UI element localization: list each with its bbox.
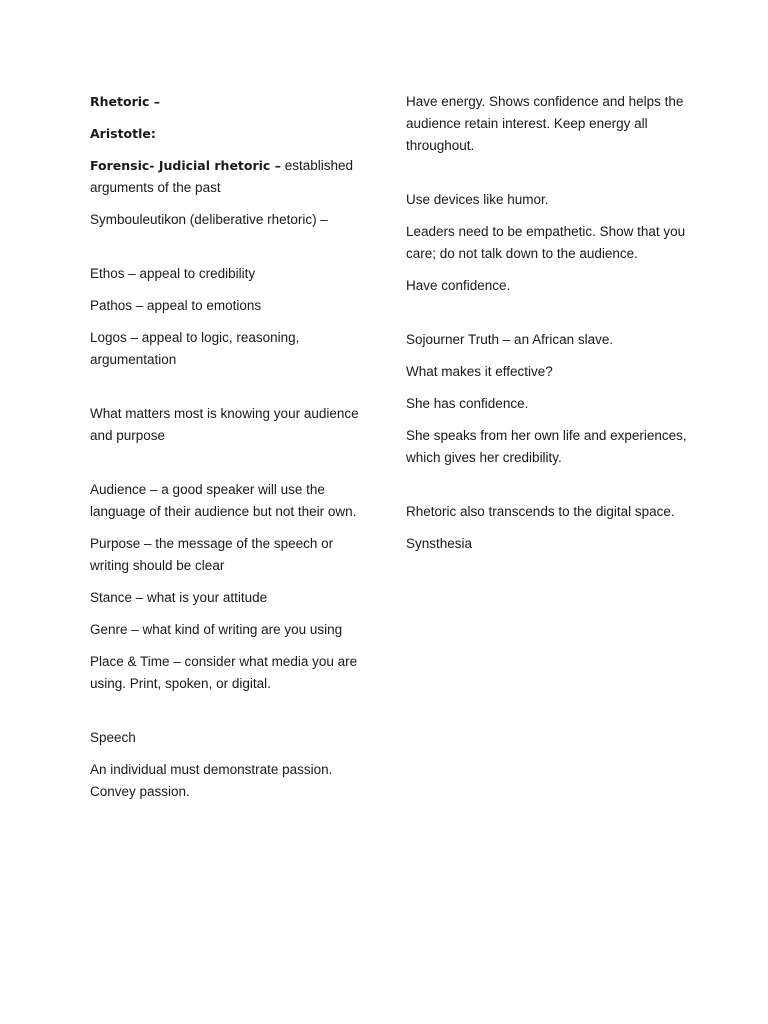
effective-question: What makes it effective? <box>406 364 553 379</box>
audience-line: Audience – a good speaker will use the language of their audience but not their own. <box>90 482 357 519</box>
rhetoric-heading: Rhetoric – <box>90 94 161 109</box>
she-speaks-line: She speaks from her own life and experiences, which gives her credibility. <box>406 428 687 465</box>
ethos-line: Ethos – appeal to credibility <box>90 266 256 281</box>
synsthesia-line: Synsthesia <box>406 536 473 551</box>
energy-line: Have energy. Shows confidence and helps the audience retain interest. Keep energy all throughout. <box>406 94 684 153</box>
right-column <box>406 91 688 565</box>
logos-line: Logos – appeal to logic, reasoning, argumentation <box>90 330 300 367</box>
symbouleutikon-line: Symbouleutikon (deliberative rhetoric) – <box>90 212 328 227</box>
stance-line: Stance – what is your attitude <box>90 590 268 605</box>
genre-line: Genre – what kind of writing are you using <box>90 622 343 637</box>
left-column <box>90 91 375 813</box>
forensic-term: Forensic- Judicial rhetoric – <box>90 158 281 173</box>
empathetic-line: Leaders need to be empathetic. Show that you care; do not talk down to the audience. <box>406 224 686 261</box>
digital-line: Rhetoric also transcends to the digital space. <box>406 504 675 519</box>
humor-line: Use devices like humor. <box>406 192 549 207</box>
purpose-line: Purpose – the message of the speech or writing should be clear <box>90 536 334 573</box>
speech-heading: Speech <box>90 730 136 745</box>
she-confidence-line: She has confidence. <box>406 396 529 411</box>
what-matters-line: What matters most is knowing your audience and purpose <box>90 406 359 443</box>
forensic-description: established arguments of the past <box>90 158 354 195</box>
pathos-line: Pathos – appeal to emotions <box>90 298 262 313</box>
place-time-line: Place & Time – consider what media you are using. Print, spoken, or digital. <box>90 654 358 691</box>
forensic-paragraph <box>90 155 375 199</box>
passion-line: An individual must demonstrate passion. Convey passion. <box>90 762 333 799</box>
confidence-line: Have confidence. <box>406 278 511 293</box>
sojourner-line: Sojourner Truth – an African slave. <box>406 332 614 347</box>
aristotle-heading: Aristotle: <box>90 126 156 141</box>
